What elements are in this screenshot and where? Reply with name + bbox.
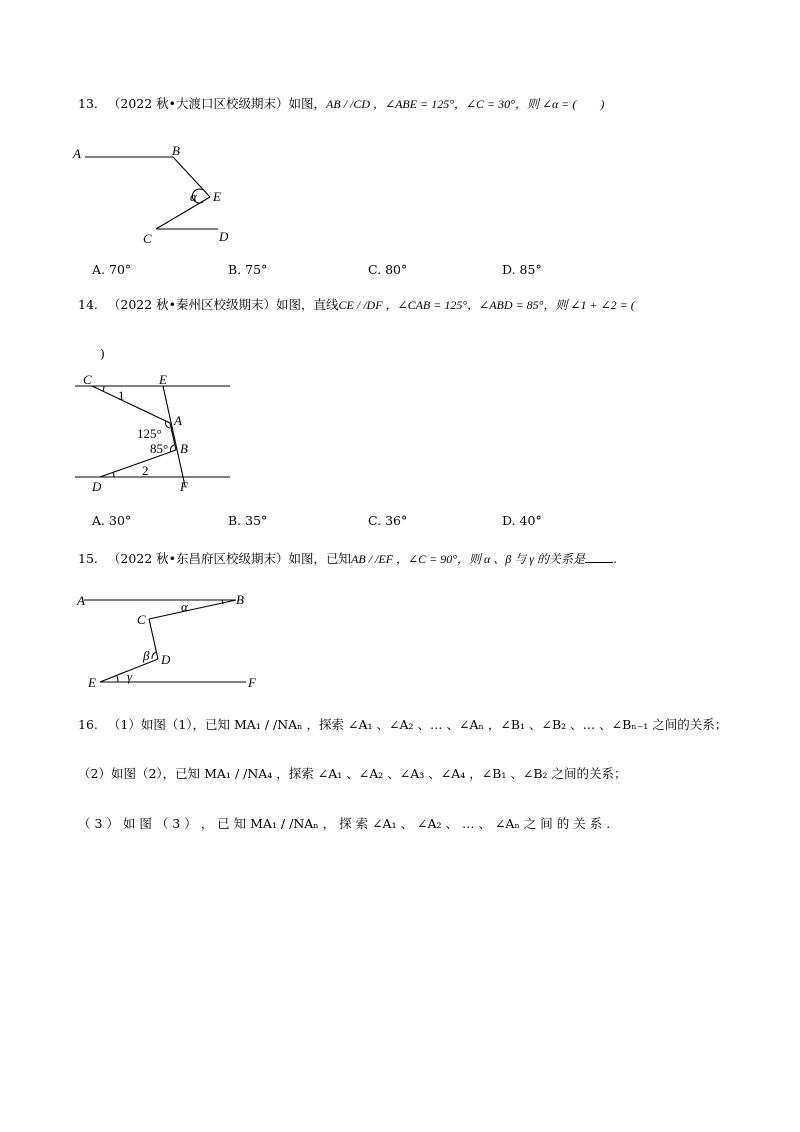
- q14-label-c: C: [83, 372, 92, 387]
- q15-end: .: [613, 551, 617, 566]
- q14-label-b: B: [180, 441, 188, 456]
- q14-text: [78, 295, 635, 315]
- q13-source: （2022 秋•大渡口区校级期末）如图，: [107, 96, 327, 111]
- q14-figure: [70, 370, 240, 500]
- q13-option-d[interactable]: D. 85°: [502, 262, 542, 277]
- q14-number: 14.: [78, 297, 98, 312]
- q16-part2: （2）如图（2），已知 MA₁ / /NA₄ ，探索 ∠A₁ 、∠A₂ 、∠A₃ 、∠A₄ ，∠B₁ 、∠B₂ 之间的关系；: [78, 766, 627, 781]
- q15-label-alpha: α: [181, 599, 188, 614]
- q13-label-d: D: [219, 229, 229, 244]
- q15-source: （2022 秋•东昌府区校级期末）如图，已知: [107, 551, 352, 566]
- q15-label-gamma: γ: [127, 669, 133, 684]
- q14-label-1: 1: [118, 388, 125, 403]
- q15-answer-blank[interactable]: [585, 550, 613, 563]
- q14-label-f: F: [180, 479, 188, 494]
- q13-label-a: A: [73, 146, 81, 161]
- q14-segment-ca: [92, 386, 170, 423]
- q14-label-d: D: [92, 479, 102, 494]
- q15-label-c: C: [137, 612, 146, 627]
- q14-label-85: 85°: [150, 441, 169, 456]
- q14-angle-1-arc: [103, 386, 104, 391]
- q15-figure: [74, 588, 274, 692]
- q15-label-f: F: [248, 675, 256, 690]
- q16-part3: （ 3 ） 如 图 （ 3 ） ， 已 知 MA₁ / /NAₙ ， 探 索 ∠A₁ 、 ∠A₂ 、 … 、 ∠Aₙ 之 间 的 关 系 .: [78, 816, 611, 831]
- q13-condition: AB / /CD ，∠ABE = 125°，∠C = 30°，则 ∠α = ( ): [326, 97, 605, 111]
- q14-source: （2022 秋•秦州区校级期末）如图，直线: [107, 297, 339, 312]
- q15-label-b: B: [236, 592, 244, 607]
- q15-text: [78, 549, 617, 569]
- q16-number: 16.: [78, 717, 98, 732]
- q13-text: [78, 94, 604, 114]
- q15-beta-arc: [152, 652, 156, 659]
- q15-label-e: E: [88, 675, 96, 690]
- q15-gamma-arc: [117, 676, 118, 682]
- q14-label-125: 125°: [137, 426, 162, 441]
- q13-label-alpha: α: [190, 189, 197, 204]
- q14-close: ): [100, 346, 105, 361]
- q16-part1-text: （1）如图（1），已知 MA₁ / /NAₙ ，探索 ∠A₁ 、∠A₂ 、… 、∠Aₙ ，∠B₁ 、∠B₂ 、… 、∠Bₙ₋₁ 之间的关系；: [107, 717, 728, 732]
- q13-option-b[interactable]: B. 75°: [228, 262, 268, 277]
- q13-number: 13.: [78, 96, 98, 111]
- q15-number: 15.: [78, 551, 98, 566]
- q15-label-a: A: [77, 593, 85, 608]
- q15-segment-cd: [149, 619, 158, 659]
- q16-part1: [78, 715, 727, 735]
- q13-option-c[interactable]: C. 80°: [368, 262, 408, 277]
- q13-options: [92, 262, 692, 282]
- q14-condition: CE / /DF ，∠CAB = 125°，∠ABD = 85°，则 ∠1 + ∠2 = (: [338, 298, 635, 312]
- q13-figure: [70, 142, 240, 252]
- q13-label-b: B: [172, 143, 180, 158]
- q15-label-beta: β: [143, 648, 150, 663]
- q14-options: [92, 513, 692, 533]
- q14-option-b[interactable]: B. 35°: [228, 513, 268, 528]
- q15-label-d: D: [161, 652, 171, 667]
- q14-transversal-ef: [163, 386, 185, 486]
- q14-option-a[interactable]: A. 30°: [92, 513, 132, 528]
- q13-label-c: C: [143, 231, 152, 246]
- q14-label-a: A: [174, 413, 182, 428]
- q14-option-d[interactable]: D. 40°: [502, 513, 542, 528]
- q13-segment-ec: [156, 197, 210, 229]
- q14-label-2: 2: [142, 463, 149, 478]
- q14-option-c[interactable]: C. 36°: [368, 513, 408, 528]
- q14-angle-2-arc: [113, 472, 114, 477]
- q13-option-a[interactable]: A. 70°: [92, 262, 132, 277]
- q14-label-e: E: [159, 372, 167, 387]
- q15-condition: AB / /EF ，∠C = 90°，则 α 、β 与 γ 的关系是: [351, 552, 585, 566]
- q13-label-e: E: [213, 189, 221, 204]
